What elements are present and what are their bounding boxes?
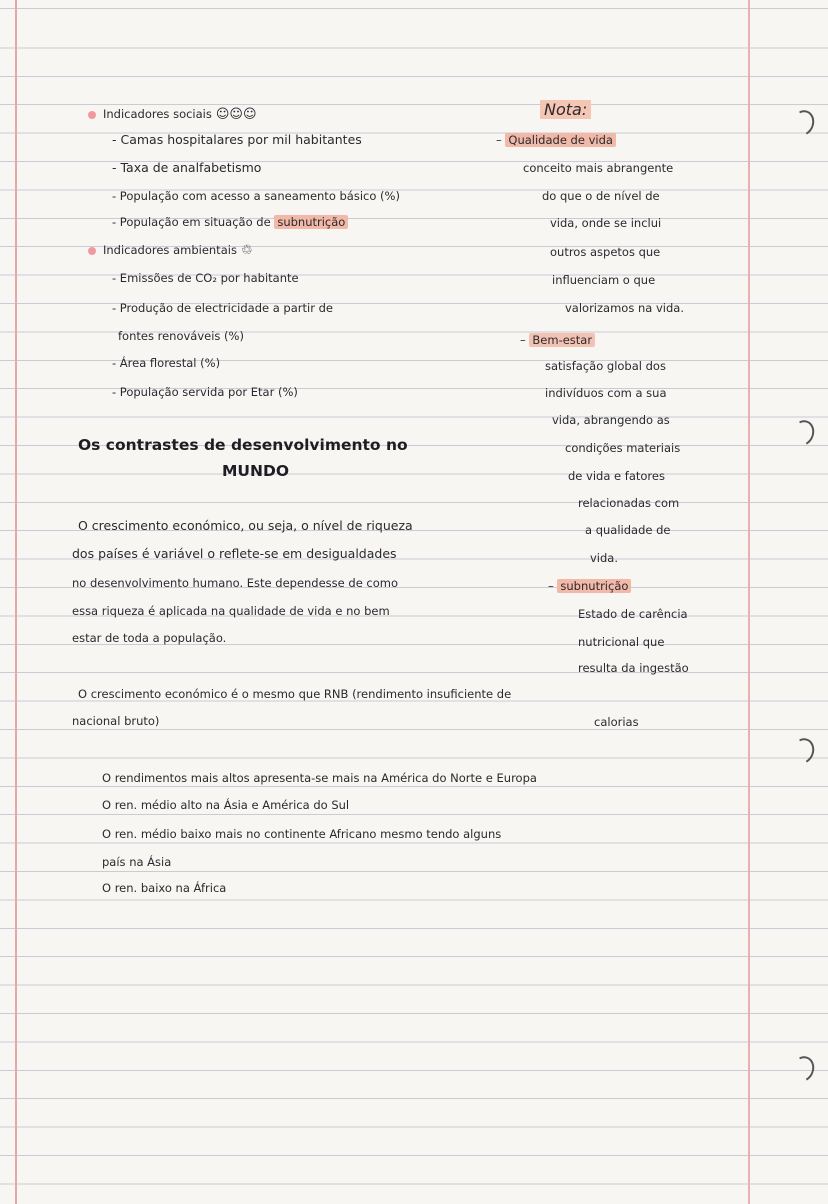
sociais-item: - População com acesso a saneamento básico (%): [112, 189, 400, 203]
bem-estar-label: – Bem-estar: [520, 332, 595, 348]
rendimento-line: O ren. médio baixo mais no continente Africano mesmo tendo alguns: [102, 827, 502, 841]
subnutricao-label: – subnutrição: [548, 578, 631, 594]
sociais-item: - Taxa de analfabetismo: [112, 160, 262, 175]
subnutricao-text: calorias: [594, 715, 639, 729]
section-title-mundo: MUNDO: [222, 462, 290, 480]
bem-estar-text: condições materiais: [565, 441, 681, 455]
rendimento-line: O rendimentos mais altos apresenta-se mais na América do Norte e Europa: [102, 771, 537, 785]
subnutricao-text: nutricional que: [578, 635, 665, 649]
bem-estar-text: vida, abrangendo as: [552, 413, 670, 427]
binder-ring-icon: [788, 1053, 818, 1085]
binder-ring-icon: [788, 417, 818, 449]
subnutricao-text: Estado de carência: [578, 607, 688, 621]
ambientais-item: - Emissões de CO₂ por habitante: [112, 271, 299, 285]
section-title: Os contrastes de desenvolvimento no: [78, 436, 408, 454]
sociais-item: - População em situação de subnutrição: [112, 214, 348, 230]
ambientais-item: - Área florestal (%): [112, 356, 221, 370]
binder-ring-icon: [788, 735, 818, 767]
bullet-icon: [88, 247, 96, 255]
ambientais-item: fontes renováveis (%): [118, 329, 244, 343]
paragraph-line: O crescimento económico, ou seja, o nível de riqueza: [78, 518, 413, 533]
paragraph-line: essa riqueza é aplicada na qualidade de vida e no bem: [72, 604, 390, 618]
nota-label: Nota:: [540, 100, 591, 119]
sociais-header: Indicadores sociais ☺☺☺: [103, 107, 257, 122]
rnb-line: O crescimento económico é o mesmo que RNB (rendimento insuficiente de: [78, 687, 512, 701]
paragraph-line: dos países é variável o reflete-se em desigualdades: [72, 546, 397, 561]
bem-estar-text: satisfação global dos: [545, 359, 666, 373]
qualidade-label: – Qualidade de vida: [496, 132, 616, 148]
subnutricao-text: resulta da ingestão: [578, 661, 689, 675]
subnutricao-highlight: subnutrição: [274, 215, 348, 229]
people-icon: ☺☺☺: [215, 107, 257, 122]
qualidade-text: do que o de nível de: [542, 189, 660, 203]
bem-estar-text: vida.: [590, 551, 619, 565]
bullet-icon: [88, 111, 96, 119]
qualidade-text: conceito mais abrangente: [523, 161, 674, 175]
rendimento-line: país na Ásia: [102, 855, 172, 869]
binder-ring-icon: [788, 107, 818, 139]
paragraph-line: no desenvolvimento humano. Este dependesse de como: [72, 576, 399, 590]
rendimento-line: O ren. médio alto na Ásia e América do Sul: [102, 798, 350, 812]
bem-estar-text: a qualidade de: [585, 523, 671, 537]
qualidade-text: outros aspetos que: [550, 245, 661, 259]
rendimento-line: O ren. baixo na África: [102, 881, 227, 895]
ambientais-header: Indicadores ambientais ♲: [103, 243, 253, 258]
paragraph-line: estar de toda a população.: [72, 631, 227, 645]
rnb-line: nacional bruto): [72, 714, 160, 728]
ambientais-item: - Produção de electricidade a partir de: [112, 301, 333, 315]
qualidade-text: influenciam o que: [552, 273, 656, 287]
bem-estar-text: indivíduos com a sua: [545, 386, 667, 400]
qualidade-text: valorizamos na vida.: [565, 301, 684, 315]
sociais-item: - Camas hospitalares por mil habitantes: [112, 132, 362, 147]
ambientais-item: - População servida por Etar (%): [112, 385, 298, 399]
recycle-icon: ♲: [240, 243, 253, 258]
qualidade-text: vida, onde se inclui: [550, 216, 662, 230]
bem-estar-text: relacionadas com: [578, 496, 680, 510]
bem-estar-text: de vida e fatores: [568, 469, 665, 483]
